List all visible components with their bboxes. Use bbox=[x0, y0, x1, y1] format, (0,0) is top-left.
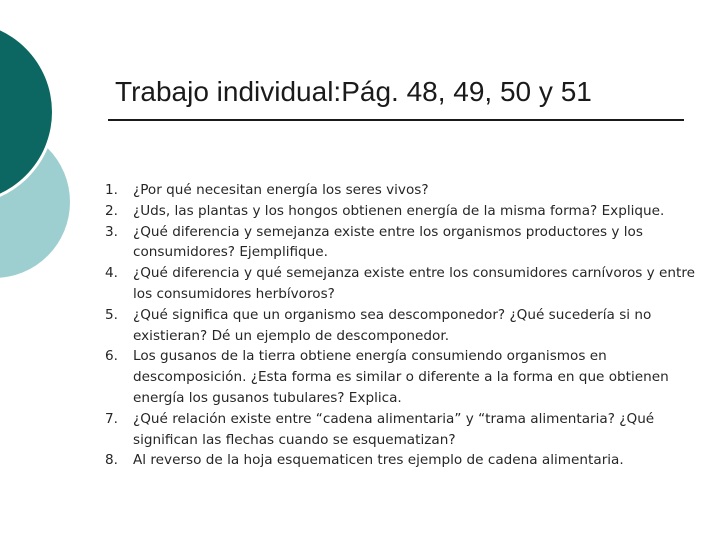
question-number: 4. bbox=[105, 265, 118, 282]
question-number: 5. bbox=[105, 306, 118, 323]
question-text: ¿Por qué necesitan energía los seres vivos? bbox=[133, 182, 429, 198]
question-item bbox=[105, 409, 705, 451]
question-text: ¿Qué diferencia y qué semejanza existe entre los consumidores carnívoros y entre los consumidores herbívoros? bbox=[133, 265, 695, 302]
question-list bbox=[105, 180, 705, 471]
question-number: 6. bbox=[105, 348, 118, 365]
question-text: ¿Uds, las plantas y los hongos obtienen energía de la misma forma? Explique. bbox=[133, 202, 665, 219]
question-item bbox=[105, 305, 705, 347]
question-text: Al reverso de la hoja esquematicen tres ejemplo de cadena alimentaria. bbox=[133, 452, 624, 469]
question-item bbox=[105, 201, 705, 222]
slide-title: Trabajo individual:Pág. 48, 49, 50 y 51 bbox=[115, 76, 592, 107]
question-item bbox=[105, 263, 705, 305]
question-text: ¿Qué diferencia y semejanza existe entre los organismos productores y los consumidores? Ejemplifique. bbox=[133, 223, 643, 261]
question-number: 7. bbox=[105, 410, 118, 427]
question-text: ¿Qué relación existe entre “cadena alimentaria” y “trama alimentaria? ¿Qué significan las flechas cuando se esquematizan? bbox=[133, 410, 655, 448]
question-number: 1. bbox=[105, 182, 118, 198]
question-item bbox=[105, 180, 705, 201]
question-item bbox=[105, 346, 705, 408]
decorative-circles bbox=[0, 0, 80, 300]
question-text: ¿Qué significa que un organismo sea descomponedor? ¿Qué sucedería si no existieran? Dé un ejemplo de descomponedor. bbox=[133, 306, 652, 344]
question-number: 3. bbox=[105, 223, 118, 240]
title-underline bbox=[108, 119, 684, 121]
question-item bbox=[105, 450, 705, 471]
question-text: Los gusanos de la tierra obtiene energía consumiendo organismos en descomposición. ¿Esta forma es similar o diferente a la forma en que obtienen energía los gusanos tubulares? Explica. bbox=[133, 348, 669, 406]
question-item bbox=[105, 222, 705, 264]
question-number: 2. bbox=[105, 202, 118, 219]
question-number: 8. bbox=[105, 452, 118, 469]
